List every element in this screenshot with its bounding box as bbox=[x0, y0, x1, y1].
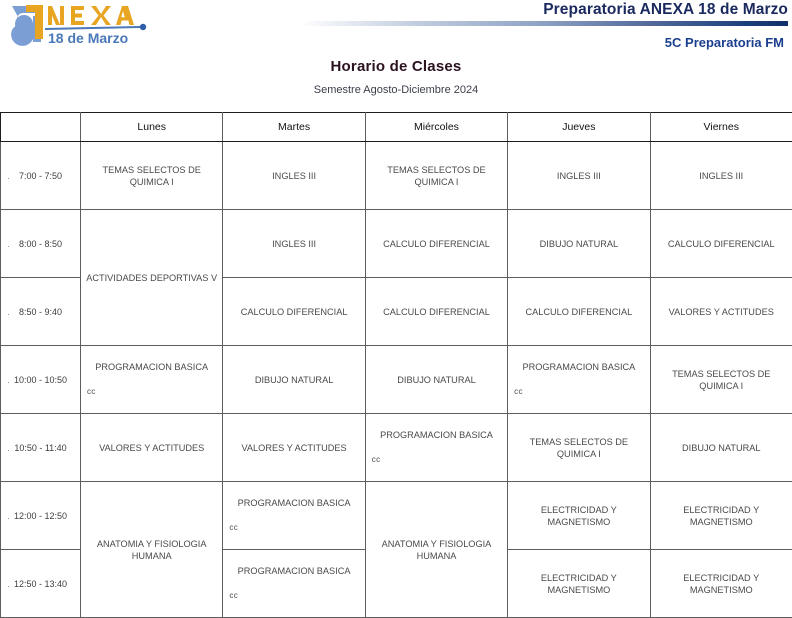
subject-note: cc bbox=[81, 386, 222, 398]
logo-svg bbox=[8, 2, 158, 46]
schedule-row bbox=[1, 210, 792, 278]
schedule-cell[interactable] bbox=[650, 142, 792, 210]
time-marker-icon: · bbox=[7, 240, 10, 252]
title-block bbox=[0, 58, 792, 96]
schedule-cell[interactable] bbox=[223, 210, 365, 278]
header-row bbox=[1, 113, 792, 142]
time-slot-label: 12:00 - 12:50 bbox=[14, 511, 67, 521]
schedule-cell[interactable] bbox=[81, 142, 223, 210]
time-slot-label: 8:00 - 8:50 bbox=[19, 239, 62, 249]
subject-label: ELECTRICIDAD Y MAGNETISMO bbox=[508, 572, 649, 596]
subject-label: ELECTRICIDAD Y MAGNETISMO bbox=[508, 504, 649, 528]
subject-label: CALCULO DIFERENCIAL bbox=[223, 306, 364, 318]
schedule-cell[interactable] bbox=[223, 482, 365, 550]
time-slot-cell bbox=[1, 414, 81, 482]
subject-label: CALCULO DIFERENCIAL bbox=[366, 306, 507, 318]
schedule-cell[interactable] bbox=[223, 278, 365, 346]
brand-block bbox=[268, 0, 788, 50]
subject-label: INGLES III bbox=[223, 170, 364, 182]
subject-label: ANATOMIA Y FISIOLOGIA HUMANA bbox=[366, 538, 507, 562]
column-header-miercoles: Miércoles bbox=[365, 113, 507, 142]
time-marker-icon: · bbox=[7, 444, 10, 456]
logo-subtext: 18 de Marzo bbox=[48, 30, 128, 46]
anexa-logo bbox=[8, 2, 158, 46]
logo-dot bbox=[15, 15, 33, 33]
column-header-jueves: Jueves bbox=[508, 113, 650, 142]
schedule-cell[interactable] bbox=[508, 346, 650, 414]
time-slot-cell bbox=[1, 278, 81, 346]
schedule-cell[interactable] bbox=[508, 482, 650, 550]
logo-underline bbox=[45, 27, 140, 29]
subject-label: ELECTRICIDAD Y MAGNETISMO bbox=[651, 504, 792, 528]
page-title: Horario de Clases bbox=[0, 58, 792, 75]
subject-label: PROGRAMACION BASICA bbox=[223, 497, 364, 509]
subject-label: INGLES III bbox=[223, 238, 364, 250]
schedule-cell[interactable] bbox=[365, 278, 507, 346]
group-name: 5C Preparatoria FM bbox=[268, 35, 788, 50]
schedule-cell[interactable] bbox=[365, 142, 507, 210]
time-marker-icon: · bbox=[7, 512, 10, 524]
subject-label: VALORES Y ACTITUDES bbox=[651, 306, 792, 318]
subject-label: PROGRAMACION BASICA bbox=[81, 361, 222, 373]
schedule-cell[interactable] bbox=[650, 346, 792, 414]
subject-label: TEMAS SELECTOS DE QUIMICA I bbox=[366, 164, 507, 188]
schedule-row bbox=[1, 346, 792, 414]
subject-label: ANATOMIA Y FISIOLOGIA HUMANA bbox=[81, 538, 222, 562]
header-gradient-rule bbox=[268, 21, 788, 26]
schedule-body bbox=[1, 142, 792, 618]
subject-label: CALCULO DIFERENCIAL bbox=[366, 238, 507, 250]
schedule-cell[interactable] bbox=[650, 482, 792, 550]
logo-wordmark-nexa bbox=[48, 6, 134, 25]
schedule-cell[interactable] bbox=[365, 346, 507, 414]
subject-note: cc bbox=[366, 454, 507, 466]
schedule-cell[interactable] bbox=[508, 414, 650, 482]
schedule-cell[interactable] bbox=[650, 210, 792, 278]
subject-label: PROGRAMACION BASICA bbox=[508, 361, 649, 373]
time-slot-label: 12:50 - 13:40 bbox=[14, 579, 67, 589]
schedule-cell[interactable] bbox=[223, 550, 365, 618]
schedule-row bbox=[1, 482, 792, 550]
column-header-viernes: Viernes bbox=[650, 113, 792, 142]
time-marker-icon: · bbox=[7, 580, 10, 592]
subject-label: VALORES Y ACTITUDES bbox=[223, 442, 364, 454]
time-slot-label: 7:00 - 7:50 bbox=[19, 171, 62, 181]
time-slot-cell bbox=[1, 210, 81, 278]
column-header-martes: Martes bbox=[223, 113, 365, 142]
schedule-cell[interactable] bbox=[223, 346, 365, 414]
subject-label: TEMAS SELECTOS DE QUIMICA I bbox=[508, 436, 649, 460]
subject-label: DIBUJO NATURAL bbox=[366, 374, 507, 386]
schedule-row bbox=[1, 142, 792, 210]
subject-label: INGLES III bbox=[651, 170, 792, 182]
corner-cell bbox=[1, 113, 81, 142]
subject-label: TEMAS SELECTOS DE QUIMICA I bbox=[651, 368, 792, 392]
subject-label: DIBUJO NATURAL bbox=[223, 374, 364, 386]
subject-label: PROGRAMACION BASICA bbox=[223, 565, 364, 577]
schedule-row bbox=[1, 414, 792, 482]
time-slot-cell bbox=[1, 142, 81, 210]
schedule-cell[interactable] bbox=[365, 210, 507, 278]
schedule-head bbox=[1, 113, 792, 142]
schedule-cell[interactable] bbox=[508, 142, 650, 210]
schedule-cell[interactable] bbox=[81, 414, 223, 482]
subject-label: PROGRAMACION BASICA bbox=[366, 429, 507, 441]
subject-label: CALCULO DIFERENCIAL bbox=[508, 306, 649, 318]
schedule-cell[interactable] bbox=[508, 278, 650, 346]
schedule-table bbox=[0, 112, 792, 618]
schedule-cell[interactable] bbox=[650, 550, 792, 618]
schedule-cell[interactable] bbox=[365, 414, 507, 482]
schedule-cell[interactable] bbox=[223, 142, 365, 210]
time-slot-label: 10:50 - 11:40 bbox=[14, 443, 66, 453]
subject-note: cc bbox=[223, 590, 364, 602]
subject-label: INGLES III bbox=[508, 170, 649, 182]
time-marker-icon: · bbox=[7, 308, 10, 320]
schedule-cell[interactable] bbox=[81, 210, 223, 346]
subject-label: ACTIVIDADES DEPORTIVAS V bbox=[81, 272, 222, 284]
schedule-cell[interactable] bbox=[650, 278, 792, 346]
schedule-cell[interactable] bbox=[650, 414, 792, 482]
subject-label: TEMAS SELECTOS DE QUIMICA I bbox=[81, 164, 222, 188]
column-header-lunes: Lunes bbox=[81, 113, 223, 142]
schedule-cell[interactable] bbox=[223, 414, 365, 482]
time-slot-cell bbox=[1, 550, 81, 618]
schedule-cell[interactable] bbox=[508, 210, 650, 278]
time-slot-label: 8:50 - 9:40 bbox=[19, 307, 62, 317]
time-marker-icon: · bbox=[7, 172, 10, 184]
schedule-cell[interactable] bbox=[365, 482, 507, 618]
subject-label: CALCULO DIFERENCIAL bbox=[651, 238, 792, 250]
subject-label: DIBUJO NATURAL bbox=[508, 238, 649, 250]
subject-label: ELECTRICIDAD Y MAGNETISMO bbox=[651, 572, 792, 596]
schedule-cell[interactable] bbox=[81, 346, 223, 414]
time-slot-label: 10:00 - 10:50 bbox=[14, 375, 67, 385]
logo-underline-dot bbox=[140, 24, 146, 30]
time-slot-cell bbox=[1, 346, 81, 414]
schedule-cell[interactable] bbox=[508, 550, 650, 618]
subject-note: cc bbox=[223, 522, 364, 534]
schedule-cell[interactable] bbox=[81, 482, 223, 618]
time-marker-icon: · bbox=[7, 376, 10, 388]
subject-label: DIBUJO NATURAL bbox=[651, 442, 792, 454]
subject-note: cc bbox=[508, 386, 649, 398]
subject-label: VALORES Y ACTITUDES bbox=[81, 442, 222, 454]
time-slot-cell bbox=[1, 482, 81, 550]
page-subtitle: Semestre Agosto-Diciembre 2024 bbox=[0, 84, 792, 96]
institution-name: Preparatoria ANEXA 18 de Marzo bbox=[268, 0, 788, 19]
page-header bbox=[0, 0, 792, 46]
